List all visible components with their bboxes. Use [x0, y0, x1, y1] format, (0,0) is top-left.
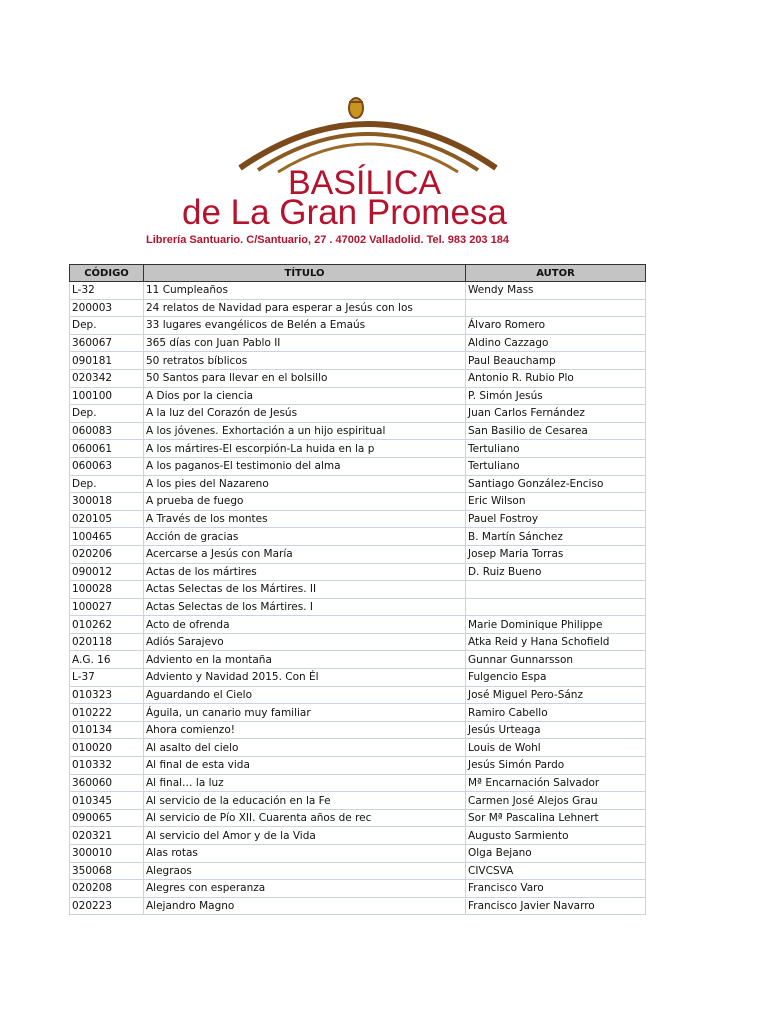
cell-autor: Tertuliano [466, 457, 646, 475]
cell-autor: Francisco Varo [466, 880, 646, 898]
table-row [70, 581, 646, 599]
cell-codigo: 100465 [70, 528, 144, 546]
table-row [70, 545, 646, 563]
cell-autor: Josep Maria Torras [466, 545, 646, 563]
cell-autor: Santiago González-Enciso [466, 475, 646, 493]
table-row [70, 598, 646, 616]
cell-codigo: 090181 [70, 352, 144, 370]
cell-codigo: 300018 [70, 493, 144, 511]
cell-codigo: 010222 [70, 704, 144, 722]
table-row [70, 369, 646, 387]
store-address: Librería Santuario. C/Santuario, 27 . 47002 Valladolid. Tel. 983 203 184 [146, 234, 509, 246]
table-row [70, 422, 646, 440]
cell-codigo: 350068 [70, 862, 144, 880]
cell-autor: Carmen José Alejos Grau [466, 792, 646, 810]
cell-autor: Aldino Cazzago [466, 334, 646, 352]
logo-line1: BASÍLICA [288, 164, 442, 202]
cell-autor: Francisco Javier Navarro [466, 897, 646, 915]
cell-codigo: 010134 [70, 721, 144, 739]
table-row [70, 757, 646, 775]
cell-autor: Eric Wilson [466, 493, 646, 511]
cell-codigo: 010332 [70, 757, 144, 775]
table-row [70, 651, 646, 669]
column-header-titulo: TÍTULO [144, 265, 466, 282]
cell-codigo: 090012 [70, 563, 144, 581]
cell-titulo: Alejandro Magno [144, 897, 466, 915]
cell-titulo: Alas rotas [144, 845, 466, 863]
cell-codigo: 010020 [70, 739, 144, 757]
cell-codigo: 020223 [70, 897, 144, 915]
table-row [70, 739, 646, 757]
cell-titulo: A la luz del Corazón de Jesús [144, 405, 466, 423]
table-row [70, 704, 646, 722]
cell-titulo: Al asalto del cielo [144, 739, 466, 757]
cell-titulo: Ahora comienzo! [144, 721, 466, 739]
table-row [70, 862, 646, 880]
cell-autor: Atka Reid y Hana Schofield [466, 633, 646, 651]
cell-autor: Juan Carlos Fernández [466, 405, 646, 423]
cell-titulo: Acto de ofrenda [144, 616, 466, 634]
cell-titulo: Alegres con esperanza [144, 880, 466, 898]
cell-autor: Augusto Sarmiento [466, 827, 646, 845]
table-row [70, 616, 646, 634]
cell-autor: Jesús Urteaga [466, 721, 646, 739]
cell-titulo: Acercarse a Jesús con María [144, 545, 466, 563]
table-row [70, 633, 646, 651]
cell-autor: Antonio R. Rubio Plo [466, 369, 646, 387]
cell-titulo: Alegraos [144, 862, 466, 880]
table-row [70, 440, 646, 458]
cell-titulo: A los mártires-El escorpión-La huida en la p [144, 440, 466, 458]
cell-autor: Wendy Mass [466, 282, 646, 300]
cell-titulo: 365 días con Juan Pablo II [144, 334, 466, 352]
basilica-logo [178, 90, 548, 230]
cell-titulo: 24 relatos de Navidad para esperar a Jesús con los [144, 299, 466, 317]
cell-titulo: A los jóvenes. Exhortación a un hijo espiritual [144, 422, 466, 440]
table-row [70, 528, 646, 546]
cell-autor: Álvaro Romero [466, 317, 646, 335]
cell-titulo: Al servicio de la educación en la Fe [144, 792, 466, 810]
cell-autor: Olga Bejano [466, 845, 646, 863]
cell-titulo: 11 Cumpleaños [144, 282, 466, 300]
cell-autor: Pauel Fostroy [466, 510, 646, 528]
cell-codigo: 100100 [70, 387, 144, 405]
cell-codigo: 010345 [70, 792, 144, 810]
table-row [70, 774, 646, 792]
cell-titulo: A prueba de fuego [144, 493, 466, 511]
cell-autor: P. Simón Jesús [466, 387, 646, 405]
table-row [70, 405, 646, 423]
cell-autor: Mª Encarnación Salvador [466, 774, 646, 792]
cell-codigo: 200003 [70, 299, 144, 317]
cell-titulo: A Través de los montes [144, 510, 466, 528]
cell-codigo: 090065 [70, 809, 144, 827]
cell-titulo: Al final… la luz [144, 774, 466, 792]
table-row [70, 827, 646, 845]
cell-autor: D. Ruiz Bueno [466, 563, 646, 581]
cell-codigo: 020342 [70, 369, 144, 387]
table-header-row [70, 265, 646, 282]
cell-titulo: A los pies del Nazareno [144, 475, 466, 493]
cell-codigo: 360060 [70, 774, 144, 792]
cell-autor: Gunnar Gunnarsson [466, 651, 646, 669]
table-row [70, 897, 646, 915]
cell-autor: Marie Dominique Philippe [466, 616, 646, 634]
cell-autor: Jesús Simón Pardo [466, 757, 646, 775]
table-row [70, 475, 646, 493]
table-row [70, 845, 646, 863]
cell-codigo: 020206 [70, 545, 144, 563]
table-row [70, 669, 646, 687]
table-row [70, 317, 646, 335]
cell-titulo: Adviento y Navidad 2015. Con Él [144, 669, 466, 687]
cell-titulo: Al servicio del Amor y de la Vida [144, 827, 466, 845]
table-row [70, 493, 646, 511]
cell-titulo: Actas de los mártires [144, 563, 466, 581]
cell-titulo: Adviento en la montaña [144, 651, 466, 669]
column-header-codigo: CÓDIGO [70, 265, 144, 282]
cell-titulo: Al final de esta vida [144, 757, 466, 775]
cell-autor: Paul Beauchamp [466, 352, 646, 370]
cell-codigo: 020321 [70, 827, 144, 845]
cell-codigo: Dep. [70, 317, 144, 335]
cell-codigo: 010323 [70, 686, 144, 704]
cell-codigo: 020208 [70, 880, 144, 898]
cell-titulo: Actas Selectas de los Mártires. II [144, 581, 466, 599]
table-row [70, 686, 646, 704]
cell-codigo: 100027 [70, 598, 144, 616]
cell-autor [466, 581, 646, 599]
cell-codigo: 020118 [70, 633, 144, 651]
table-row [70, 282, 646, 300]
cell-codigo: 100028 [70, 581, 144, 599]
table-row [70, 334, 646, 352]
cell-autor: San Basilio de Cesarea [466, 422, 646, 440]
cell-codigo: 010262 [70, 616, 144, 634]
cell-autor: Tertuliano [466, 440, 646, 458]
cell-autor: CIVCSVA [466, 862, 646, 880]
table-row [70, 457, 646, 475]
cell-codigo: 060061 [70, 440, 144, 458]
cell-codigo: 300010 [70, 845, 144, 863]
column-header-autor: AUTOR [466, 265, 646, 282]
table-row [70, 299, 646, 317]
table-row [70, 563, 646, 581]
table-row [70, 510, 646, 528]
table-row [70, 387, 646, 405]
cell-titulo: A los paganos-El testimonio del alma [144, 457, 466, 475]
cell-codigo: L-37 [70, 669, 144, 687]
logo-graphic [178, 90, 548, 230]
cell-autor: Fulgencio Espa [466, 669, 646, 687]
cell-codigo: 060083 [70, 422, 144, 440]
cell-codigo: A.G. 16 [70, 651, 144, 669]
cell-autor [466, 299, 646, 317]
cell-autor: Ramiro Cabello [466, 704, 646, 722]
cell-codigo: 060063 [70, 457, 144, 475]
table-row [70, 880, 646, 898]
cell-titulo: Águila, un canario muy familiar [144, 704, 466, 722]
cell-titulo: 33 lugares evangélicos de Belén a Emaús [144, 317, 466, 335]
cell-autor: Louis de Wohl [466, 739, 646, 757]
table-row [70, 352, 646, 370]
cell-autor: Sor Mª Pascalina Lehnert [466, 809, 646, 827]
arch-outer [240, 124, 496, 168]
cell-titulo: Actas Selectas de los Mártires. I [144, 598, 466, 616]
cell-autor: José Miguel Pero-Sánz [466, 686, 646, 704]
cell-codigo: 020105 [70, 510, 144, 528]
cell-titulo: A Dios por la ciencia [144, 387, 466, 405]
cell-codigo: 360067 [70, 334, 144, 352]
book-catalog-table [69, 264, 646, 915]
cell-codigo: Dep. [70, 475, 144, 493]
cell-autor: B. Martín Sánchez [466, 528, 646, 546]
table-row [70, 792, 646, 810]
cell-titulo: Adiós Sarajevo [144, 633, 466, 651]
cell-autor [466, 598, 646, 616]
cell-titulo: 50 Santos para llevar en el bolsillo [144, 369, 466, 387]
cell-codigo: L-32 [70, 282, 144, 300]
table-row [70, 809, 646, 827]
logo-line2: de La Gran Promesa [182, 193, 507, 230]
cell-titulo: 50 retratos bíblicos [144, 352, 466, 370]
cell-titulo: Al servicio de Pío XII. Cuarenta años de rec [144, 809, 466, 827]
table-row [70, 721, 646, 739]
cell-codigo: Dep. [70, 405, 144, 423]
cell-titulo: Aguardando el Cielo [144, 686, 466, 704]
cell-titulo: Acción de gracias [144, 528, 466, 546]
table-body [70, 282, 646, 915]
